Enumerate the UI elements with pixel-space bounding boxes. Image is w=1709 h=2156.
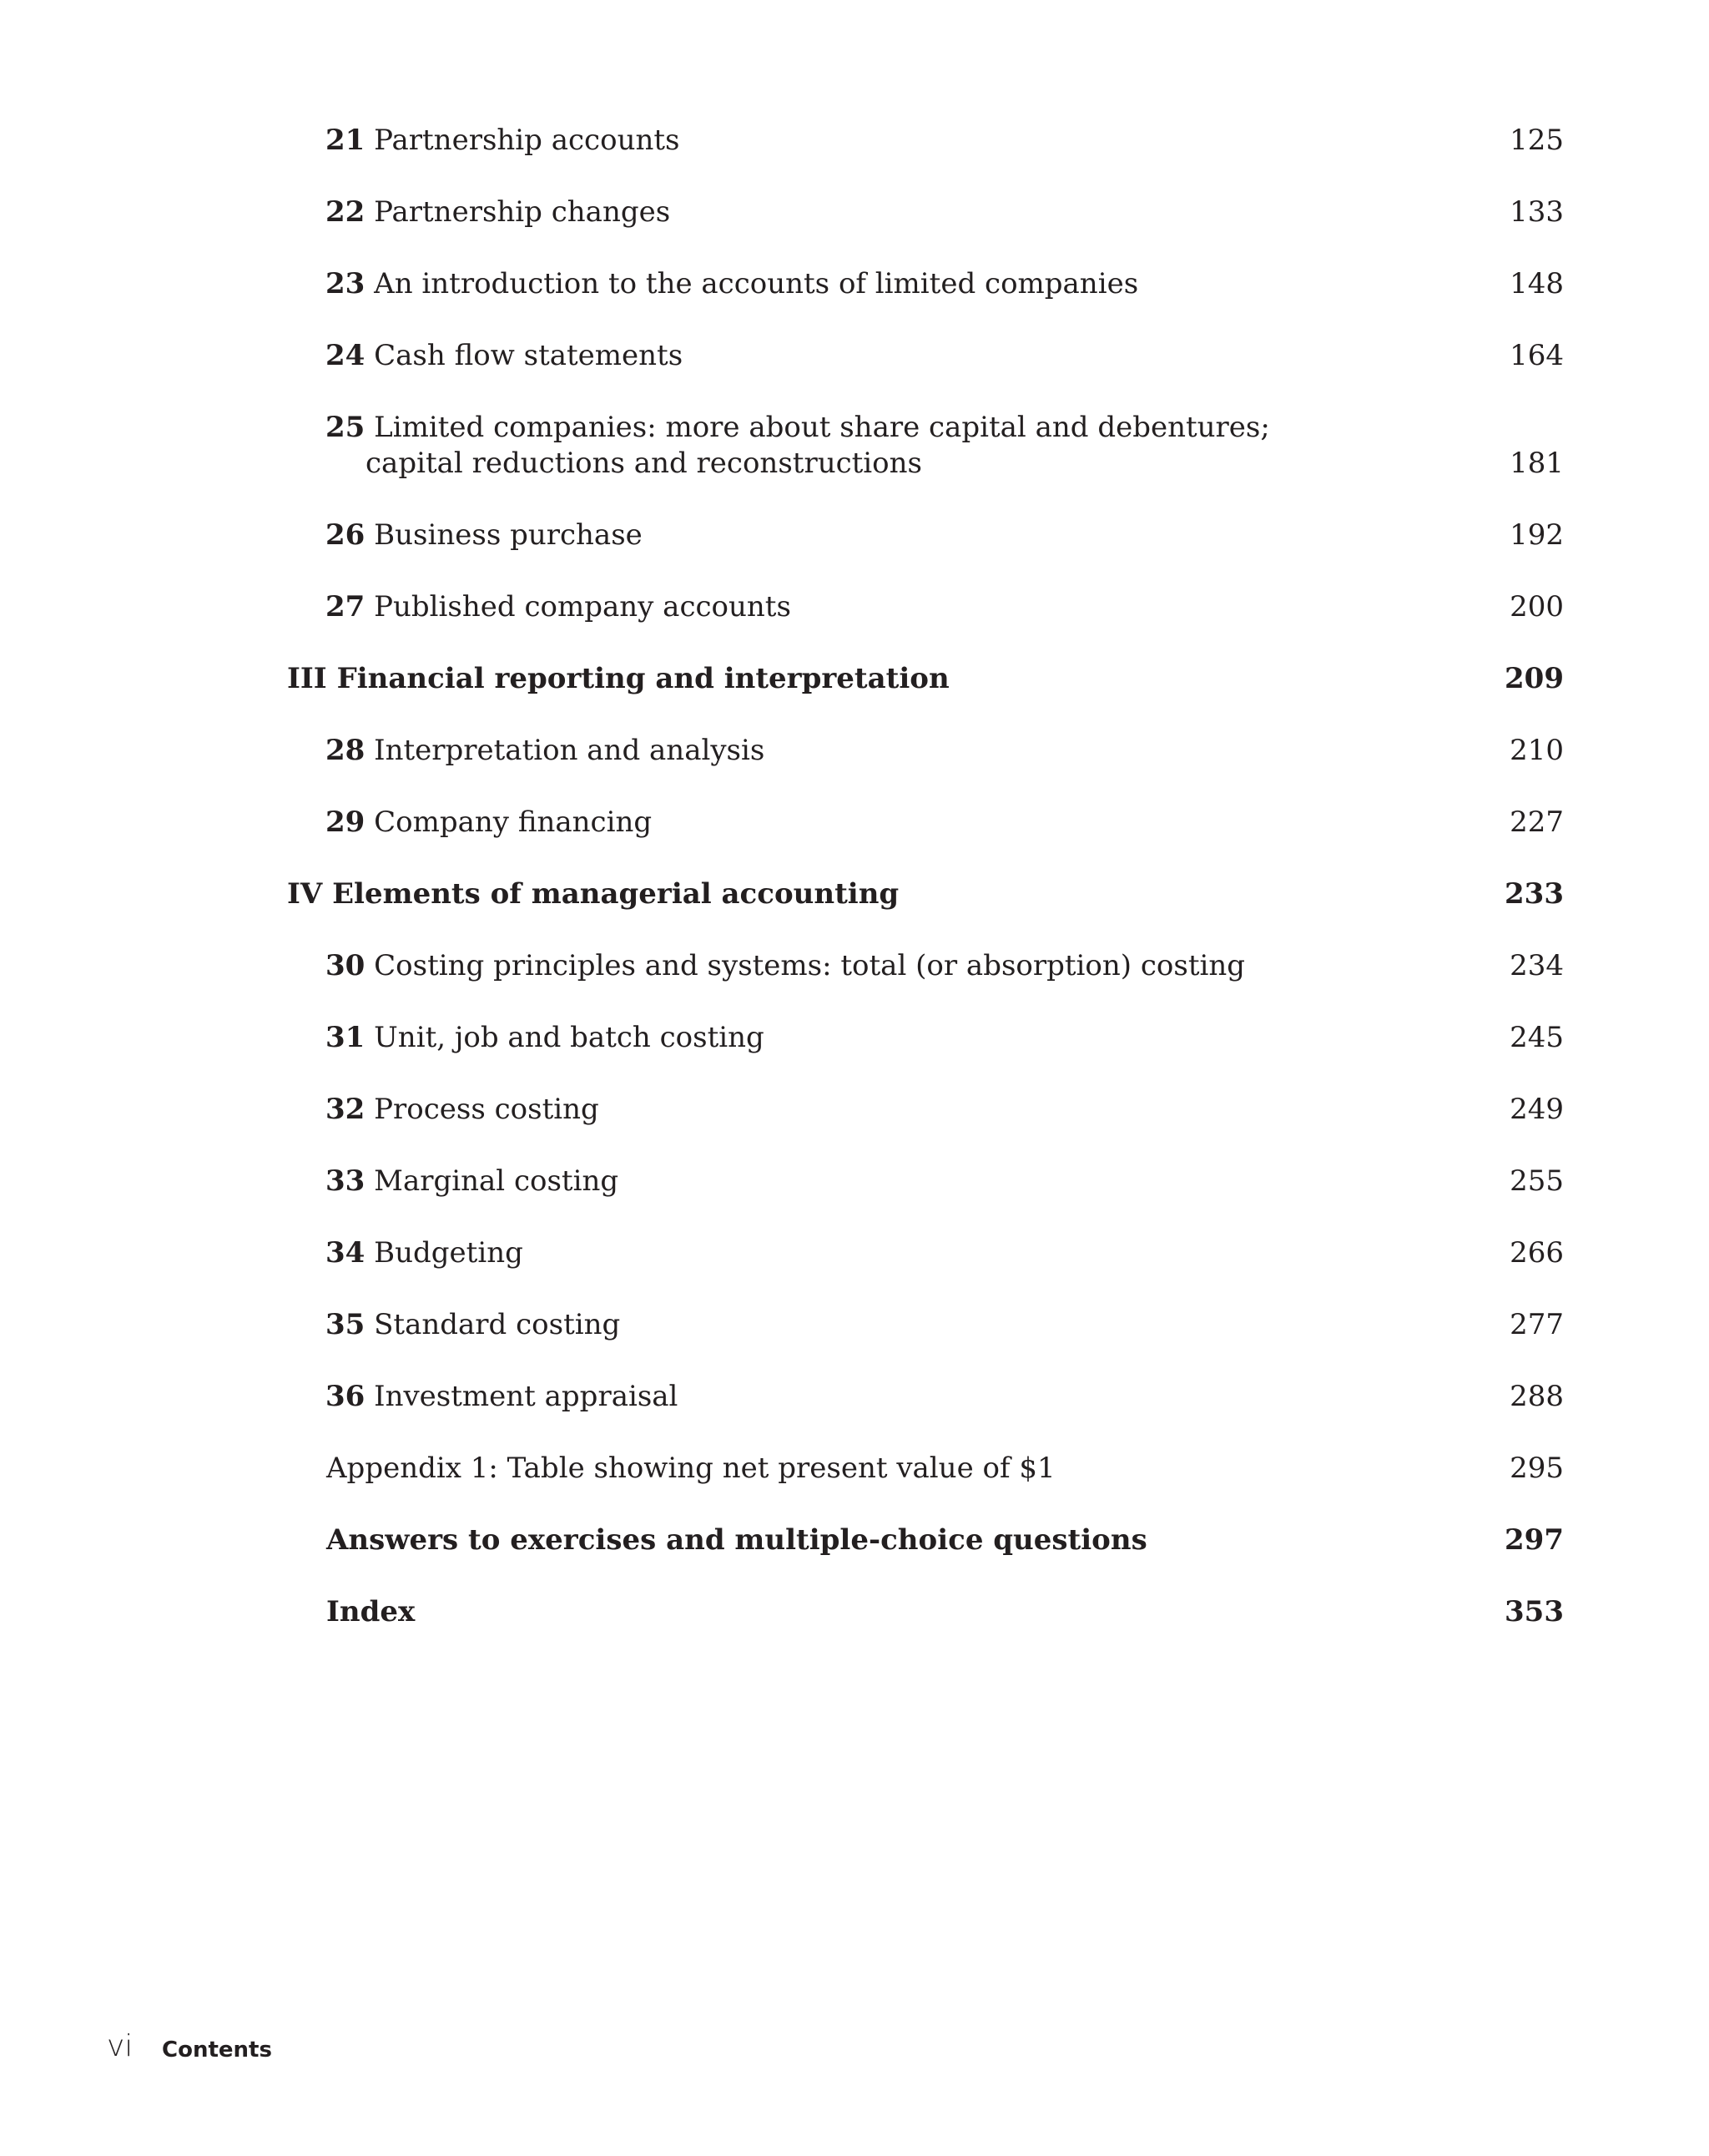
toc-entry-label [325, 805, 652, 841]
toc-entry-label [325, 1235, 523, 1271]
page-number: 245 [1510, 1021, 1564, 1054]
chapter-title: Business purchase [374, 518, 643, 552]
chapter-number: 28 [325, 734, 365, 767]
chapter-number: 29 [325, 805, 365, 839]
toc-entry-label [325, 123, 679, 159]
page-number: 192 [1510, 518, 1564, 552]
part-title: Elements of managerial accounting [332, 877, 900, 911]
toc-entry-label [325, 1307, 620, 1343]
page-number: 133 [1510, 195, 1564, 229]
running-head: Contents [162, 2037, 272, 2063]
page-number: 266 [1510, 1236, 1564, 1270]
chapter-title: Standard costing [374, 1308, 621, 1341]
page-number: 233 [1505, 877, 1564, 911]
page-number: 200 [1510, 590, 1564, 624]
page-number: 164 [1510, 339, 1564, 372]
chapter-title: Partnership accounts [374, 124, 680, 157]
chapter-number: 35 [325, 1308, 365, 1341]
part-number: IV [287, 877, 323, 911]
page-number: 227 [1510, 805, 1564, 839]
toc-entry-label [325, 948, 1245, 984]
page-number: 249 [1510, 1093, 1564, 1126]
toc-entry-label [325, 589, 791, 625]
chapter-title: Budgeting [374, 1236, 523, 1270]
chapter-number: 32 [325, 1093, 365, 1126]
chapter-title: An introduction to the accounts of limited companies [374, 267, 1139, 300]
chapter-title: Partnership changes [374, 195, 671, 229]
page-number: 234 [1510, 949, 1564, 982]
toc-entry-label [325, 733, 764, 769]
appendix-title: Appendix 1: Table showing net present value of $1 [326, 1452, 1056, 1485]
page-number: 148 [1510, 267, 1564, 300]
page-number: 277 [1510, 1308, 1564, 1341]
page-number: 125 [1510, 124, 1564, 157]
chapter-title: Process costing [374, 1093, 599, 1126]
chapter-title: Cash flow statements [374, 339, 683, 372]
chapter-number: 22 [325, 195, 365, 229]
toc-entry-label [325, 338, 683, 374]
page-number: 353 [1505, 1595, 1564, 1628]
chapter-title: Limited companies: more about share capital and debentures; [374, 411, 1270, 444]
toc-entry-label [325, 1092, 599, 1128]
folio-page-number: vi [107, 2029, 134, 2063]
toc-entry-label [325, 1020, 764, 1056]
chapter-title: Investment appraisal [374, 1380, 678, 1413]
page-number: 181 [1510, 447, 1564, 480]
chapter-title: Published company accounts [374, 590, 791, 624]
answers-title: Answers to exercises and multiple-choice questions [326, 1523, 1147, 1557]
part-number: III [287, 662, 327, 695]
toc-entry-label [287, 876, 899, 912]
chapter-title: Interpretation and analysis [374, 734, 765, 767]
chapter-number: 34 [325, 1236, 365, 1270]
chapter-number: 23 [325, 267, 365, 300]
chapter-title: Costing principles and systems: total (or absorption) costing [374, 949, 1246, 982]
chapter-number: 33 [325, 1164, 365, 1198]
toc-entry-label [325, 410, 1270, 446]
chapter-number: 30 [325, 949, 365, 982]
toc-entry-label [325, 1164, 618, 1199]
chapter-number: 25 [325, 411, 365, 444]
page-number: 255 [1510, 1164, 1564, 1198]
page-number: 295 [1510, 1452, 1564, 1485]
chapter-title-continuation: capital reductions and reconstructions [365, 447, 922, 480]
part-title: Financial reporting and interpretation [336, 662, 950, 695]
toc-entry-label [325, 266, 1138, 302]
chapter-number: 24 [325, 339, 365, 372]
chapter-number: 21 [325, 124, 365, 157]
chapter-number: 36 [325, 1380, 365, 1413]
chapter-title: Unit, job and batch costing [374, 1021, 764, 1054]
page-number: 288 [1510, 1380, 1564, 1413]
index-title: Index [326, 1595, 416, 1628]
chapter-number: 27 [325, 590, 365, 624]
page-number: 297 [1505, 1523, 1564, 1557]
toc-entry-label [325, 518, 643, 553]
chapter-title: Marginal costing [374, 1164, 619, 1198]
chapter-number: 31 [325, 1021, 365, 1054]
page-number: 210 [1510, 734, 1564, 767]
toc-entry-label [325, 194, 670, 230]
toc-entry-label [287, 661, 950, 697]
toc-entry-label [325, 1379, 678, 1415]
chapter-title: Company financing [374, 805, 653, 839]
chapter-number: 26 [325, 518, 365, 552]
page-number: 209 [1505, 662, 1564, 695]
